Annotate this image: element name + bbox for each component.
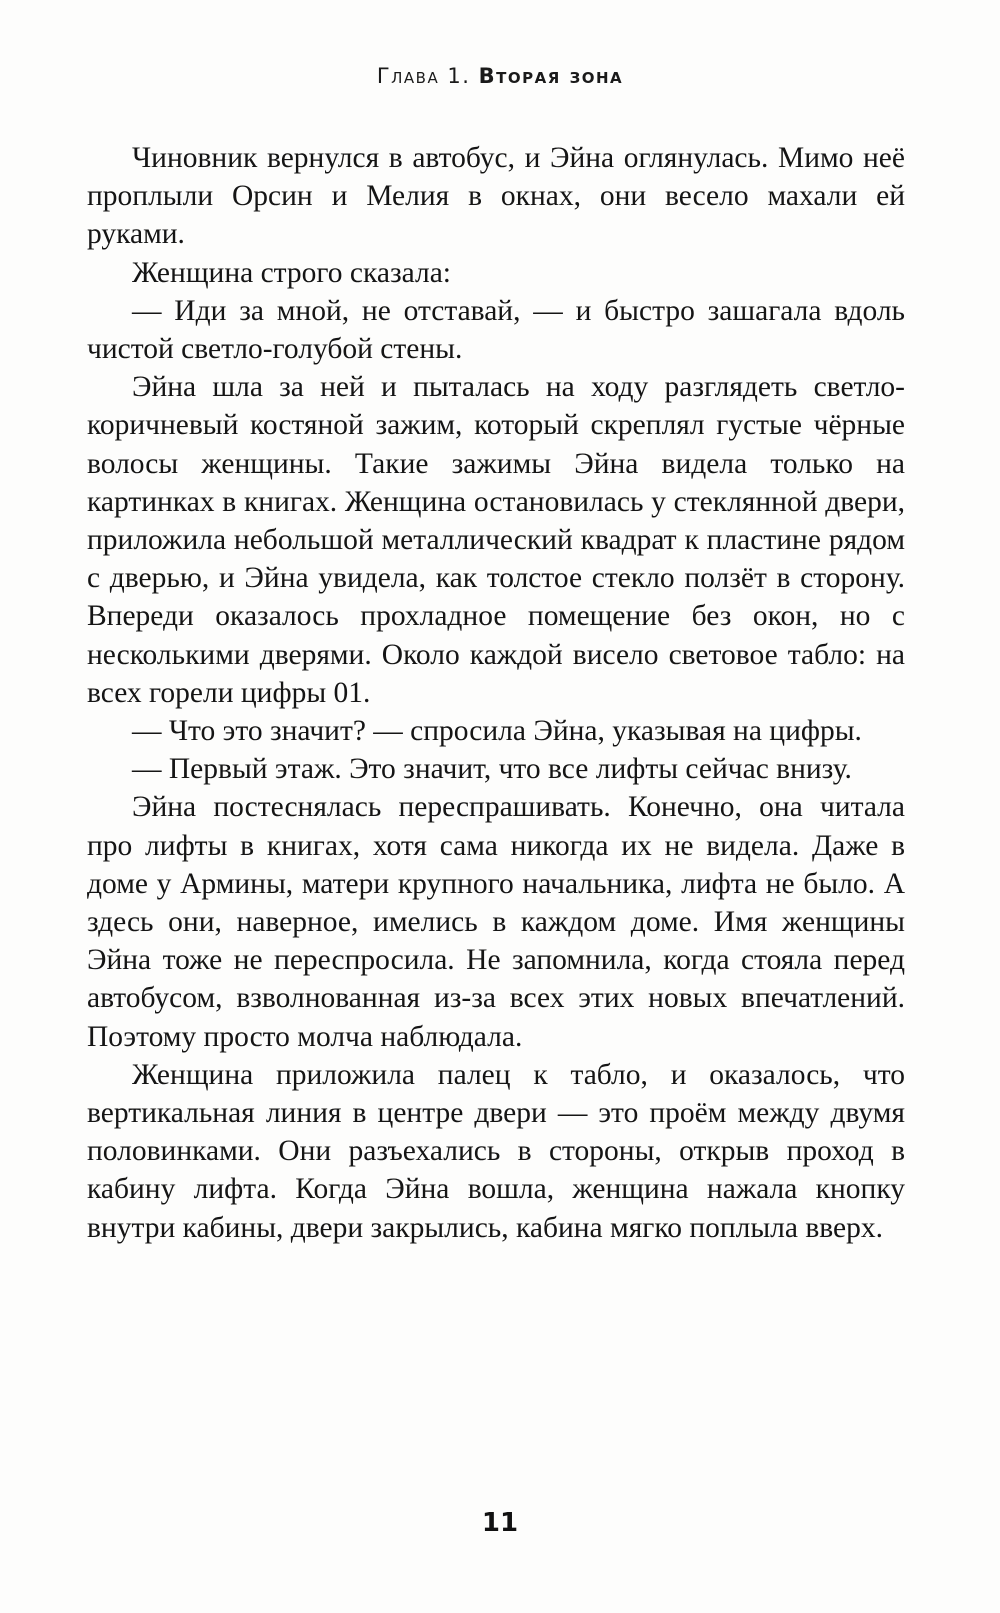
paragraph: Чиновник вернулся в автобус, и Эйна оглянулась. Мимо неё проплыли Орсин и Мелия в окнах, они весело махали ей руками. [87,142,905,251]
paragraph: — Иди за мной, не отставай, — и быстро зашагала вдоль чистой светло-голубой стены. [87,294,905,366]
body-text [87,139,905,1247]
paragraph: Эйна шла за ней и пыталась на ходу разглядеть светло-коричневый костяной зажим, который скреплял густые чёрные волосы женщины. Такие зажимы Эйна видела только на картинках в книгах. Женщина остановилась у стеклянной двери, приложила небольшой металлический квадрат к пластине рядом с дверью, и Эйна увидела, как толстое стекло ползёт в сторону. Впереди оказалось прохладное помещение без окон, но с несколькими дверями. Около каждой висело световое табло: на всех горели цифры 01. [87,371,905,709]
paragraph: Женщина приложила палец к табло, и оказалось, что вертикальная линия в центре двери — это проём между двумя половинками. Они разъехались в стороны, открыв проход в кабину лифта. Когда Эйна вошла, женщина нажала кнопку внутри кабины, двери закрылись, кабина мягко поплыла вверх. [87,1058,905,1244]
running-head [0,64,1000,88]
chapter-title: Вторая зона [478,64,624,88]
paragraph: — Первый этаж. Это значит, что все лифты сейчас внизу. [132,753,852,786]
paragraph: — Что это значит? — спросила Эйна, указывая на цифры. [132,715,862,748]
page-number: 11 [481,1508,519,1538]
paragraph: Женщина строго сказала: [132,256,451,289]
chapter-label: Глава 1. [376,64,471,88]
paragraph: Эйна постеснялась переспрашивать. Конечно, она читала про лифты в книгах, хотя сама никогда их не видела. Даже в доме у Армины, матери крупного начальника, лифта не было. А здесь они, наверное, имелись в каждом доме. Имя женщины Эйна тоже не переспросила. Не запомнила, когда стояла перед автобусом, взволнованная из-за всех этих новых впечатлений. Поэтому просто молча наблюдала. [87,791,905,1053]
